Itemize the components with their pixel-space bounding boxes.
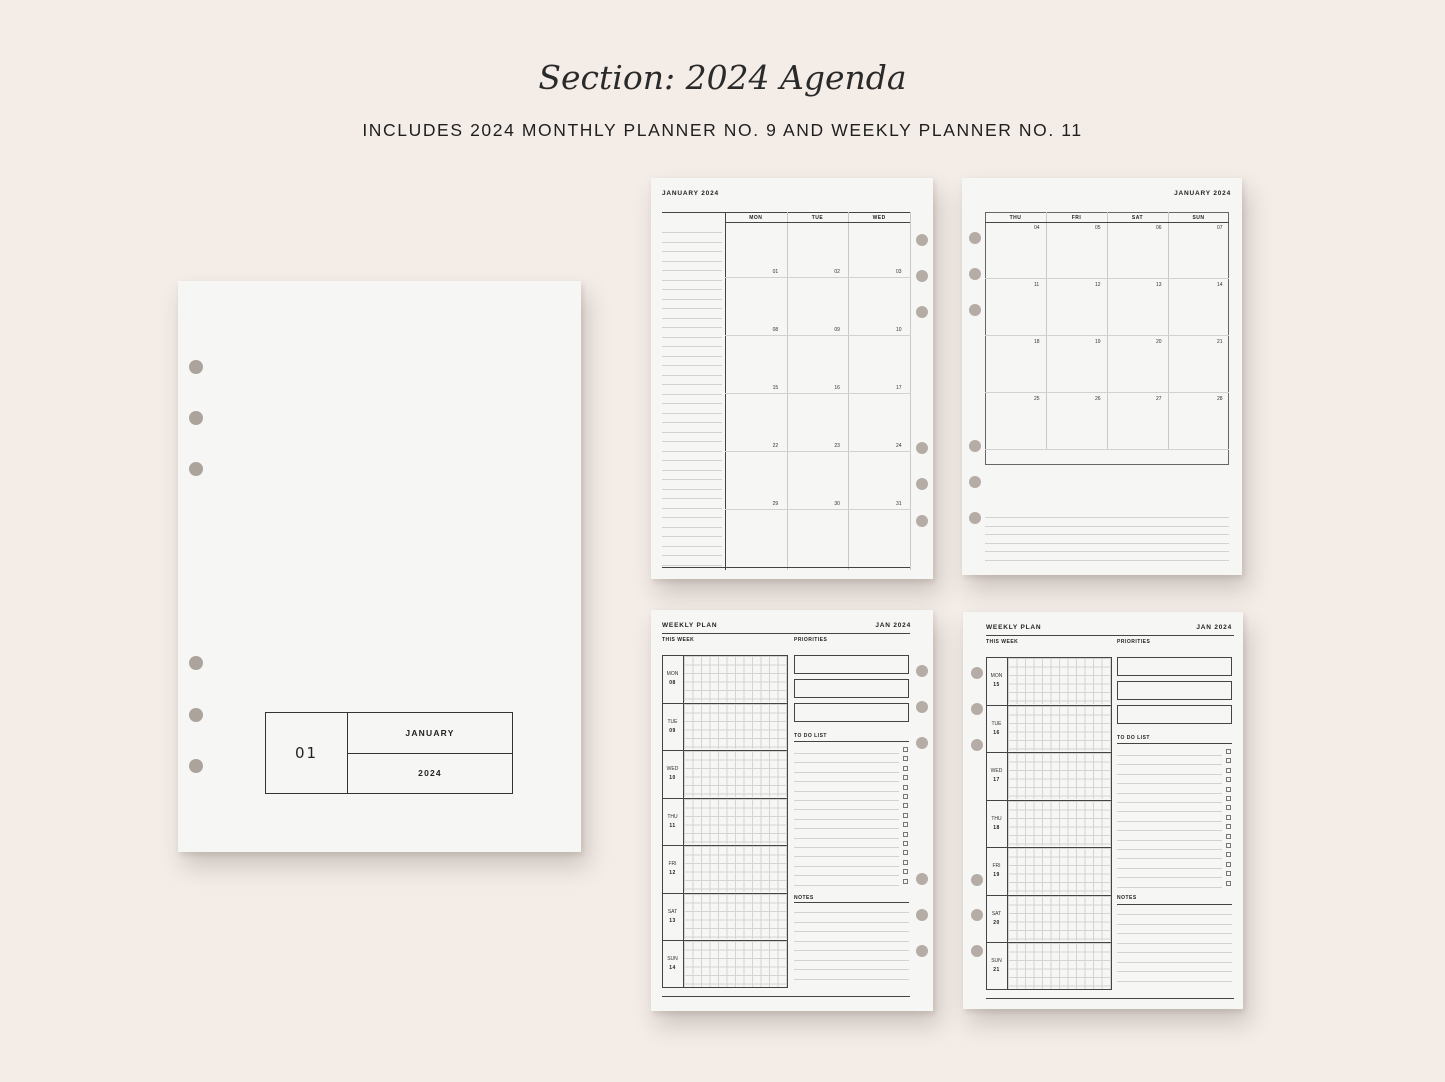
punch-hole [971,667,983,679]
date-number: 29 [772,501,779,507]
notes-line [662,432,722,433]
punch-hole [971,739,983,751]
punch-hole [969,476,981,488]
monthly-left-title: JANUARY 2024 [662,190,719,197]
weekday-header: THU [1009,215,1022,221]
grid-row-line [725,451,910,452]
notes-line [662,299,722,300]
todo-checkbox [1226,871,1231,876]
weekday-header: MON [749,215,763,221]
time-grid [684,799,787,845]
punch-hole [916,909,928,921]
day-name: SUN [667,956,678,962]
grid-row-line [985,335,1229,336]
day-number: 21 [993,967,1000,973]
punch-hole [971,909,983,921]
notes-line [662,517,722,518]
todo-checkbox [903,841,908,846]
day-name: MON [990,673,1003,679]
weekly-left-month: JAN 2024 [875,622,911,629]
day-number: 16 [993,729,1000,736]
notes-line [1117,943,1232,944]
notes-line [662,261,722,262]
date-number: 14 [1217,282,1223,288]
day-number: 09 [669,727,676,734]
weekly-planner-left-page [651,610,933,1011]
todo-checkbox [1226,862,1231,867]
day-name: MON [666,671,679,677]
time-grid [684,704,787,750]
notes-line [794,931,909,932]
day-name: THU [667,813,678,820]
priority-box [794,655,909,674]
notes-line [1117,952,1232,953]
date-number: 21 [1217,339,1223,345]
grid-row-line [725,393,910,394]
todo-checkbox [1226,768,1231,773]
punch-hole [916,873,928,885]
date-number: 07 [1217,225,1223,231]
todo-line [1117,774,1222,775]
footer-rule [662,996,910,997]
day-number: 15 [993,682,1000,688]
notes-line [794,912,909,913]
day-name: THU [991,815,1002,822]
weekly-right-title: WEEKLY PLAN [986,624,1042,631]
date-number: 20 [1156,339,1162,345]
monthly-right-title: JANUARY 2024 [1174,190,1231,197]
date-number: 04 [1034,225,1040,231]
date-number: 01 [772,269,779,275]
weekly-planner-right-page [963,612,1243,1009]
punch-hole [969,232,981,244]
day-name: TUE [667,718,678,725]
todo-checkbox [1226,805,1231,810]
header-rule [662,633,910,634]
punch-hole [916,737,928,749]
notes-line [662,527,722,528]
todo-line [794,838,899,839]
todo-checkbox [903,747,908,752]
date-number: 27 [1156,396,1162,402]
section-title: Section: 2024 Agenda [538,58,907,97]
time-grid [684,846,787,892]
notes-line [662,489,722,490]
todo-line [794,847,899,848]
date-number: 11 [1034,282,1040,288]
todo-line [794,866,899,867]
notes-line [985,526,1229,527]
todo-checkbox [1226,777,1231,782]
notes-line [662,251,722,252]
notes-line [662,232,722,233]
time-grid [684,751,787,797]
todo-line [1117,764,1222,765]
todo-checkbox [903,794,908,799]
day-name: SAT [991,910,1002,917]
todo-checkbox [903,766,908,771]
notes-rule [794,902,909,903]
day-number: 08 [669,680,676,686]
punch-hole [916,665,928,677]
time-grid [1008,848,1111,894]
notes-line [1117,962,1232,963]
punch-hole [969,268,981,280]
priority-box [1117,681,1232,700]
date-number: 30 [834,501,840,507]
notes-line [662,413,722,414]
weekly-right-month: JAN 2024 [1196,624,1232,631]
todo-line [794,800,899,801]
todo-checkbox [1226,749,1231,754]
day-number: 18 [993,824,1000,831]
notes-rule [1117,904,1232,905]
notes-label: NOTES [794,895,814,901]
todo-checkbox [1226,824,1231,829]
date-number: 10 [896,327,902,333]
grid-col-line [910,212,911,570]
notes-line [662,441,722,442]
todo-line [1117,830,1222,831]
notes-line [662,498,722,499]
day-number: 17 [993,777,1000,783]
todo-label: TO DO LIST [794,733,827,739]
date-number: 03 [896,269,902,275]
todo-checkbox [903,775,908,780]
punch-hole [971,703,983,715]
date-number: 05 [1095,225,1101,231]
punch-hole [916,306,928,318]
punch-hole [916,234,928,246]
priority-box [794,703,909,722]
notes-line [662,356,722,357]
date-number: 31 [896,501,902,507]
notes-line [662,308,722,309]
date-number: 13 [1156,282,1162,288]
todo-line [794,875,899,876]
day-name: SUN [991,958,1002,964]
notes-line [662,337,722,338]
punch-hole [969,304,981,316]
notes-line [662,365,722,366]
date-number: 09 [834,327,840,333]
todo-line [794,772,899,773]
todo-line [1117,802,1222,803]
todo-line [1117,868,1222,869]
punch-hole [189,462,203,476]
time-grid [1008,706,1111,752]
todo-line [794,885,899,886]
date-number: 16 [834,385,840,391]
notes-line [662,289,722,290]
todo-line [1117,877,1222,878]
date-number: 15 [772,385,779,391]
todo-checkbox [903,813,908,818]
todo-rule [794,741,909,742]
day-number: 10 [669,775,676,781]
grid-col-line [787,212,788,570]
notes-line [662,375,722,376]
this-week-label: THIS WEEK [986,639,1019,645]
notes-line [794,969,909,970]
notes-line [985,543,1229,544]
todo-checkbox [1226,834,1231,839]
day-name: WED [666,766,679,772]
date-number: 24 [896,443,902,449]
punch-hole [916,442,928,454]
notes-line [662,508,722,509]
todo-line [794,781,899,782]
cover-month: JANUARY [348,713,512,754]
todo-line [1117,840,1222,841]
punch-hole [971,945,983,957]
time-grid [1008,753,1111,799]
cover-label-box [265,712,513,794]
notes-line [794,960,909,961]
notes-line [662,536,722,537]
monthly-planner-left-page [651,178,933,579]
todo-line [1117,821,1222,822]
todo-line [794,762,899,763]
grid-col-line [1046,212,1047,450]
notes-line [662,479,722,480]
time-grid [1008,658,1111,704]
date-number: 26 [1095,396,1101,402]
weekday-header: FRI [1071,215,1082,221]
grid-row-line [725,277,910,278]
punch-hole [189,759,203,773]
punch-hole [916,515,928,527]
punch-hole [969,512,981,524]
notes-line [1117,981,1232,982]
notes-line [662,546,722,547]
todo-checkbox [903,803,908,808]
punch-hole [189,656,203,670]
todo-line [794,856,899,857]
notes-line [985,534,1229,535]
punch-hole [916,945,928,957]
notes-line [794,950,909,951]
day-number: 20 [993,919,1000,926]
notes-line [662,422,722,423]
notes-line [1117,933,1232,934]
day-name: SAT [667,908,678,915]
todo-line [1117,849,1222,850]
priorities-label: PRIORITIES [1117,639,1151,645]
cover-divider-page [178,281,581,852]
todo-checkbox [1226,815,1231,820]
grid-left-border [725,212,726,570]
notes-line [1117,971,1232,972]
date-number: 18 [1034,339,1040,345]
notes-line [662,327,722,328]
date-number: 08 [772,327,779,333]
monthly-planner-right-page [962,178,1242,575]
footer-rule [986,998,1234,999]
todo-checkbox [903,785,908,790]
notes-label: NOTES [1117,895,1137,901]
todo-checkbox [1226,881,1231,886]
time-grid [684,941,787,987]
date-number: 17 [896,385,902,391]
cover-number: 01 [266,713,348,793]
date-number: 23 [834,443,840,449]
notes-line [662,242,722,243]
notes-line [662,280,722,281]
notes-line [662,403,722,404]
todo-checkbox [1226,852,1231,857]
punch-hole [189,708,203,722]
notes-line [1117,914,1232,915]
weekday-header: SUN [1192,215,1205,221]
weekday-header: TUE [811,215,824,221]
notes-line [794,922,909,923]
grid-col-line [1168,212,1169,450]
todo-line [1117,755,1222,756]
day-name: TUE [991,720,1002,727]
day-name: FRI [992,863,1001,869]
notes-line [794,941,909,942]
todo-checkbox [903,869,908,874]
day-number: 14 [669,965,676,971]
notes-line [662,565,722,566]
notes-line [985,551,1229,552]
time-grid [684,656,787,702]
notes-line [662,384,722,385]
date-number: 02 [834,269,840,275]
todo-checkbox [1226,796,1231,801]
date-number: 12 [1095,282,1101,288]
weekday-header-rule [985,222,1229,223]
notes-line [985,517,1229,518]
todo-checkbox [1226,787,1231,792]
grid-row-line [725,335,910,336]
day-name: FRI [668,861,677,867]
grid-row-line [985,449,1229,450]
notes-line [662,460,722,461]
todo-checkbox [903,860,908,865]
todo-line [794,828,899,829]
date-number: 28 [1217,396,1223,402]
punch-hole [916,478,928,490]
grid-col-line [848,212,849,570]
date-number: 06 [1156,225,1162,231]
day-number: 11 [669,822,676,829]
notes-line [662,318,722,319]
notes-line [662,270,722,271]
notes-line [985,560,1229,561]
this-week-label: THIS WEEK [662,637,695,643]
todo-line [1117,811,1222,812]
day-number: 13 [669,917,676,924]
priority-box [1117,657,1232,676]
todo-label: TO DO LIST [1117,735,1150,741]
cover-year: 2024 [418,768,442,778]
date-number: 25 [1034,396,1040,402]
grid-col-line [1107,212,1108,450]
todo-checkbox [903,879,908,884]
notes-line [662,346,722,347]
todo-rule [1117,743,1232,744]
notes-line [662,394,722,395]
grid-bottom-rule [662,567,910,568]
time-grid [1008,801,1111,847]
todo-line [794,809,899,810]
time-grid [1008,896,1111,942]
grid-row-line [985,278,1229,279]
day-number: 12 [669,870,676,876]
section-subtitle: INCLUDES 2024 MONTHLY PLANNER NO. 9 AND WEEKLY PLANNER NO. 11 [362,120,1083,140]
todo-checkbox [1226,843,1231,848]
punch-hole [916,701,928,713]
todo-checkbox [903,850,908,855]
todo-line [794,753,899,754]
todo-line [1117,858,1222,859]
notes-line [794,979,909,980]
notes-line [662,470,722,471]
weekday-header-rule [725,222,910,223]
day-number: 19 [993,872,1000,878]
weekly-left-title: WEEKLY PLAN [662,622,718,629]
notes-line [1117,924,1232,925]
todo-line [794,791,899,792]
grid-row-line [725,509,910,510]
priority-box [794,679,909,698]
todo-line [1117,793,1222,794]
punch-hole [189,360,203,374]
notes-line [662,555,722,556]
todo-checkbox [1226,758,1231,763]
header-rule [986,635,1234,636]
todo-checkbox [903,822,908,827]
todo-checkbox [903,756,908,761]
priorities-label: PRIORITIES [794,637,828,643]
date-number: 19 [1095,339,1101,345]
punch-hole [971,874,983,886]
notes-line [662,451,722,452]
todo-line [1117,887,1222,888]
punch-hole [969,440,981,452]
priority-box [1117,705,1232,724]
todo-line [794,819,899,820]
time-grid [1008,943,1111,989]
todo-line [1117,783,1222,784]
date-number: 22 [772,443,779,449]
punch-hole [916,270,928,282]
day-name: WED [990,768,1003,774]
weekday-header: WED [872,215,886,221]
weekday-header: SAT [1131,215,1144,221]
todo-checkbox [903,832,908,837]
time-grid [684,894,787,940]
punch-hole [189,411,203,425]
grid-row-line [985,392,1229,393]
